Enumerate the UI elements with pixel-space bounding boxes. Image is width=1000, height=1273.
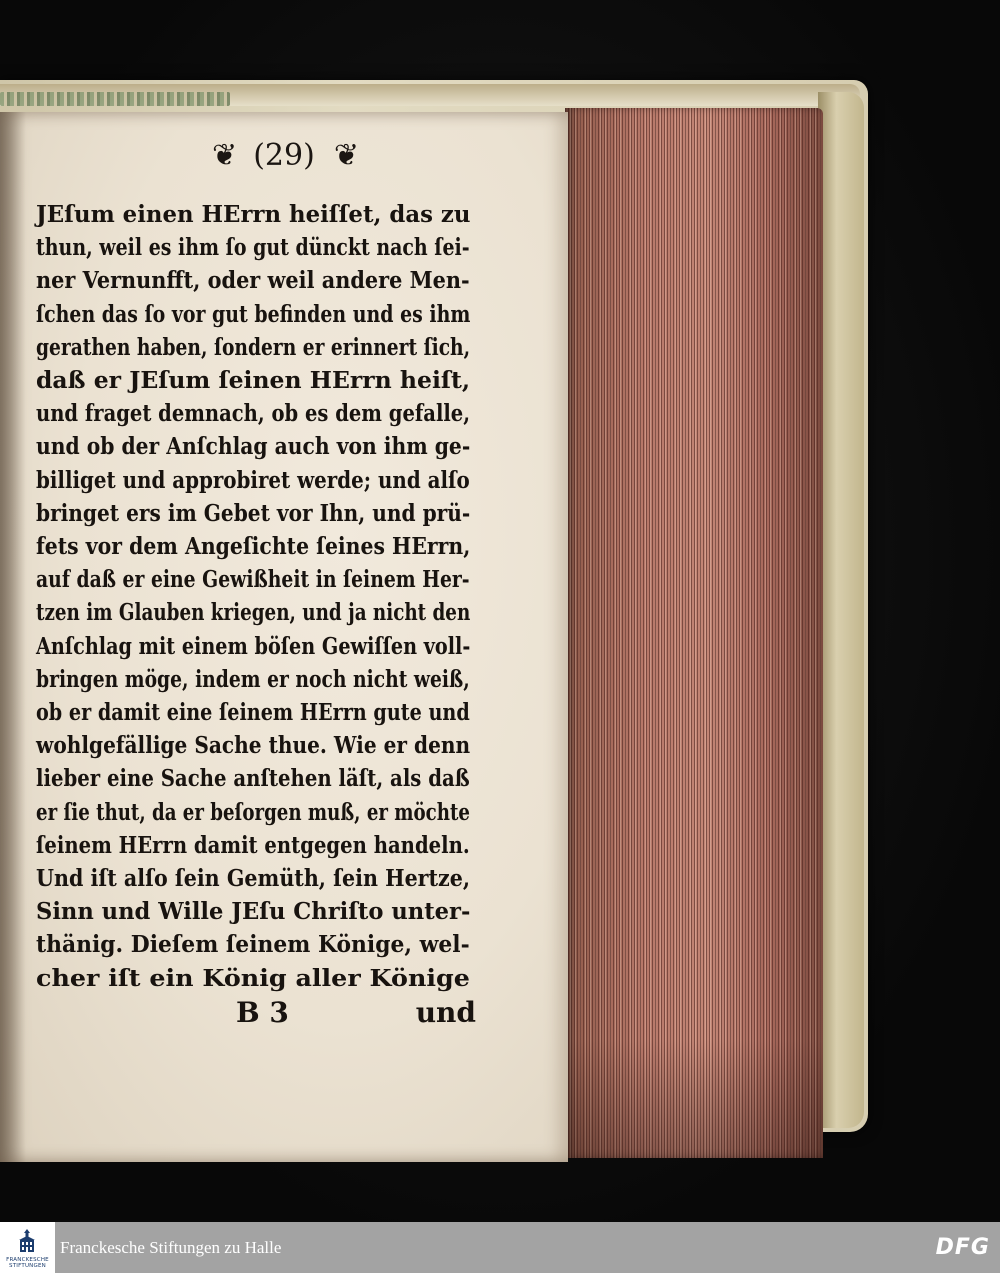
catchword: und — [415, 996, 476, 1029]
logo-text-line-1: FRANCKESCHE — [6, 1257, 49, 1263]
text-line: er ſie thut, da er beſorgen muß, er möchte — [36, 797, 470, 826]
text-line: gerathen haben, ſondern er erinnert ſich, — [36, 332, 471, 361]
logo-text-line-2: STIFTUNGEN — [9, 1263, 46, 1269]
text-line: JEſum einen HErrn heiſſet, das zu — [36, 200, 471, 228]
text-line: wohlgefällige Sache thue. Wie er denn — [36, 731, 471, 760]
text-line: ob er damit eine ſeinem HErrn gute und — [36, 698, 470, 726]
institution-logo[interactable] — [0, 1222, 55, 1273]
headband — [0, 92, 230, 106]
red-page-edges — [565, 108, 823, 1158]
text-line: Und iſt alſo ſein Gemüth, ſein Hertze, — [36, 864, 471, 892]
page-number: (29) — [253, 138, 315, 173]
text-line: billiget und approbiret werde; und alſo — [36, 465, 470, 494]
text-line: daß er JEſum ſeinen HErrn heiſt, — [36, 366, 471, 394]
institution-name[interactable]: Franckesche Stiftungen zu Halle — [60, 1238, 282, 1257]
page-footer — [36, 996, 476, 1036]
text-line: bringen möge, indem er noch nicht weiß, — [36, 664, 470, 693]
logo-caption — [1, 1257, 54, 1269]
text-line: lieber eine Sache anſtehen läſt, als daß — [36, 764, 470, 793]
text-line: cher iſt ein König aller Könige — [36, 963, 470, 992]
text-line: tzen im Glauben kriegen, und ja nicht den — [36, 598, 471, 627]
text-line: Sinn und Wille JEſu Chriſto unter- — [36, 897, 471, 926]
page-header — [0, 138, 568, 186]
text-line: bringet ers im Gebet vor Ihn, und prü- — [36, 498, 471, 527]
text-line: auf daß er eine Gewißheit in ſeinem Her- — [36, 565, 470, 594]
page-edge-shade — [565, 1040, 823, 1158]
text-line: thun, weil es ihm ſo gut dünckt nach ſei- — [36, 233, 470, 262]
cover-spine-edge — [818, 92, 864, 1128]
text-line: thänig. Dieſem ſeinem Könige, wel- — [36, 930, 470, 959]
signature-mark: B 3 — [236, 996, 289, 1029]
footer-bar — [0, 1222, 1000, 1273]
text-line: ſchen das ſo vor gut befinden und es ihm — [36, 299, 471, 328]
gutter-shadow — [0, 112, 26, 1162]
text-line: fets vor dem Angeſichte ſeines HErrn, — [36, 532, 471, 560]
orphanage-building-icon — [17, 1228, 37, 1254]
ornament-left-icon: ❦ — [211, 138, 235, 173]
text-line: Anſchlag mit einem böſen Gewiſſen voll- — [36, 631, 471, 660]
text-line: ner Vernunfft, oder weil andere Men- — [36, 266, 470, 295]
text-line: ſeinem HErrn damit entgegen handeln. — [36, 830, 470, 859]
ornament-right-icon: ❦ — [333, 138, 357, 173]
dfg-logo[interactable]: DFG — [935, 1235, 990, 1260]
text-line: und fraget demnach, ob es dem gefalle, — [36, 399, 471, 428]
text-line: und ob der Anſchlag auch von ihm ge- — [36, 432, 471, 461]
